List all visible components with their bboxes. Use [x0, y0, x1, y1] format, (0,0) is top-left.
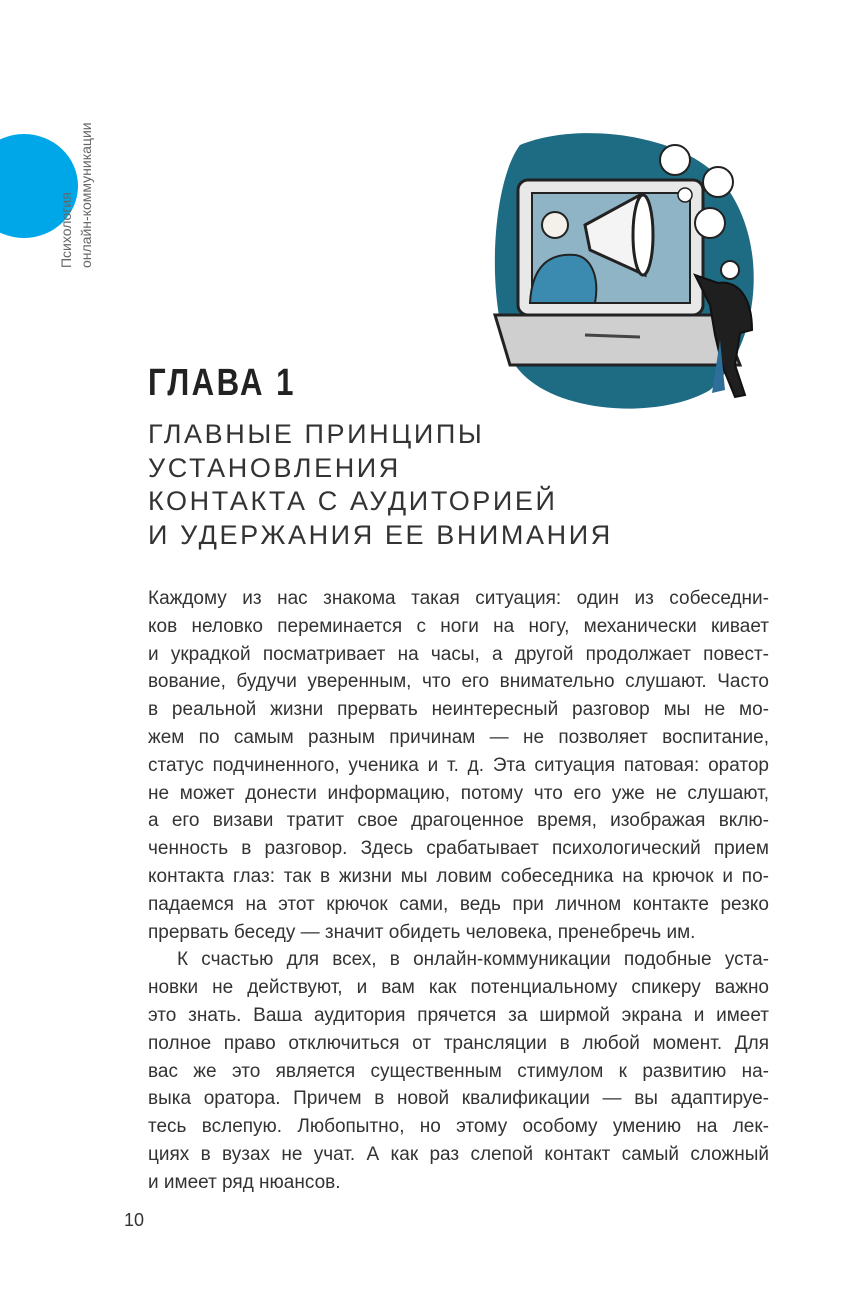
text-line: падаемся на этот крючок сами, ведь при личном контакте резко [148, 893, 769, 915]
paragraph [148, 585, 769, 946]
text-line: а его визави тратит свое драгоценное время, изображая вклю- [148, 810, 769, 832]
chapter-title-line: ГЛАВНЫЕ ПРИНЦИПЫ [148, 419, 485, 449]
chapter-title [148, 418, 613, 552]
text-line: контакта глаз: так в жизни мы ловим собеседника на крючок и по- [148, 865, 769, 887]
chapter-illustration [490, 125, 780, 410]
running-header-line: Психология [58, 192, 74, 268]
chapter-title-line: КОНТАКТА С АУДИТОРИЕЙ [148, 486, 558, 516]
text-line: К счастью для всех, в онлайн-коммуникации подобные уста- [177, 949, 769, 971]
running-header-line: онлайн-коммуникации [78, 122, 94, 268]
text-line: выка оратора. Причем в новой квалификации — вы адаптируе- [148, 1088, 769, 1110]
text-line: ков неловко переминается с ноги на ногу, механически кивает [148, 615, 769, 637]
text-line: статус подчиненного, ученика и т. д. Эта ситуация патовая: оратор [148, 754, 769, 776]
text-line: ченность в разговор. Здесь срабатывает психологический прием [148, 838, 769, 860]
text-line: не может донести информацию, потому что его уже не слушают, [148, 782, 769, 804]
text-line: жем по самым разным причинам — не позволяет воспитание, [148, 726, 769, 748]
text-line: в реальной жизни прервать неинтересный разговор мы не мо- [148, 699, 769, 721]
running-header [58, 90, 102, 270]
chapter-label: ГЛАВА 1 [148, 362, 296, 404]
text-line: это знать. Ваша аудитория прячется за ширмой экрана и имеет [148, 1004, 769, 1026]
chapter-title-line: И УДЕРЖАНИЯ ЕЕ ВНИМАНИЯ [148, 519, 613, 550]
text-line: вование, будучи уверенным, что его внимательно слушают. Часто [148, 671, 769, 693]
text-line: прервать беседу — значит обидеть человека, пренебречь им. [148, 921, 696, 943]
text-line: и имеет ряд нюансов. [148, 1171, 341, 1193]
chapter-title-line: УСТАНОВЛЕНИЯ [148, 452, 401, 483]
text-line: полное право отключиться от трансляции в любой момент. Для [148, 1032, 769, 1054]
text-line: вас же это является существенным стимулом к развитию на- [148, 1060, 769, 1082]
text-line: новки не действуют, и вам как потенциальному спикеру важно [148, 977, 769, 999]
text-line: циях в вузах не учат. А как раз слепой контакт самый сложный [148, 1143, 769, 1165]
text-line: и украдкой посматривает на часы, а другой продолжает повест- [148, 643, 769, 665]
page-number: 10 [124, 1210, 145, 1230]
body-text [148, 585, 769, 1197]
text-line: тесь вслепую. Любопытно, но этому особому умению на лек- [148, 1116, 769, 1138]
text-line: Каждому из нас знакома такая ситуация: один из собеседни- [148, 588, 769, 609]
paragraph [148, 946, 769, 1196]
